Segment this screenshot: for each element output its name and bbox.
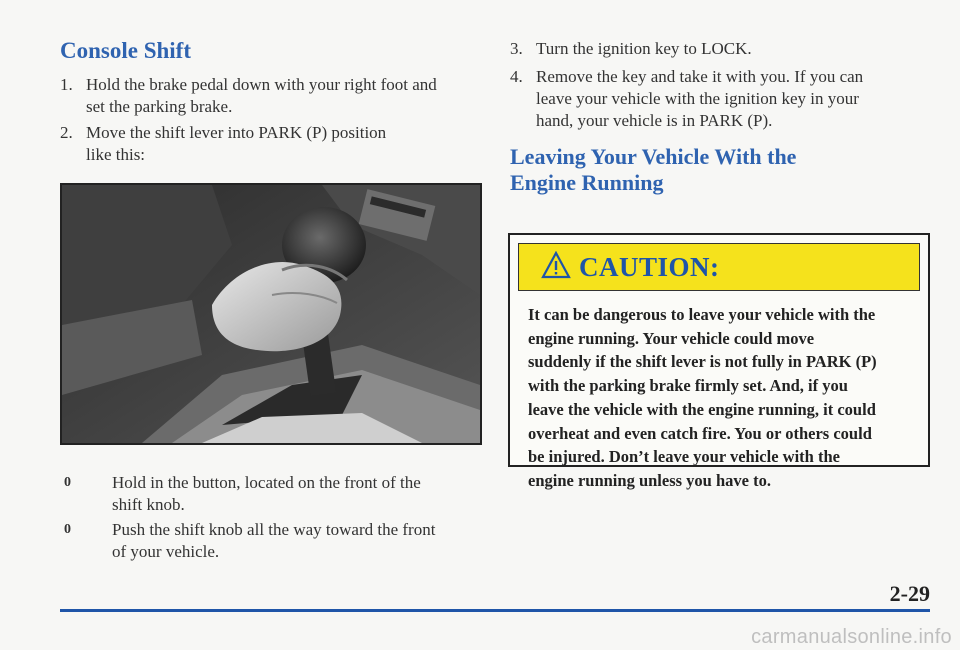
caution-line: engine running. Your vehicle could move: [528, 328, 815, 348]
page-number: 2-29: [889, 581, 930, 606]
caution-header: [518, 243, 920, 291]
warning-triangle-icon: [541, 251, 571, 279]
bullet-2: [64, 519, 484, 563]
caution-box: [508, 233, 930, 490]
bullet-line: shift knob.: [112, 495, 185, 514]
bullet-symbol: 0: [64, 475, 71, 490]
caution-line: suddenly if the shift lever is not fully in PARK (P): [528, 352, 877, 372]
caution-line: overheat and even catch fire. You or others could: [528, 423, 872, 443]
bullet-line: Push the shift knob all the way toward the front: [112, 520, 436, 539]
step-number: 3.: [510, 39, 523, 58]
bullet-1: [64, 472, 484, 516]
step-line: set the parking brake.: [86, 97, 233, 116]
section-heading-leaving-vehicle: [510, 144, 796, 196]
heading-line: Engine Running: [510, 170, 664, 195]
caution-line: with the parking brake firmly set. And, if you: [528, 376, 848, 396]
step-line: hand, your vehicle is in PARK (P).: [536, 111, 773, 130]
caution-title: CAUTION:: [579, 252, 720, 282]
step-line: like this:: [86, 145, 146, 164]
section-heading-console-shift: Console Shift: [60, 38, 191, 63]
caution-text: [528, 303, 920, 493]
footer-rule: [60, 609, 930, 612]
bullet-line: of your vehicle.: [112, 542, 220, 561]
step-line: leave your vehicle with the ignition key in your: [536, 89, 859, 108]
step-1: [60, 74, 480, 118]
bullet-line: Hold in the button, located on the front of the: [112, 473, 421, 492]
bullet-symbol: 0: [64, 522, 71, 537]
step-number: 1.: [60, 75, 73, 94]
step-3: [510, 38, 930, 60]
step-line: Turn the ignition key to LOCK.: [536, 39, 752, 58]
step-line: Remove the key and take it with you. If you can: [536, 67, 864, 86]
caution-line: leave the vehicle with the engine running, it could: [528, 399, 876, 419]
step-line: Hold the brake pedal down with your right foot and: [86, 75, 437, 94]
caution-line: be injured. Don’t leave your vehicle with the: [528, 447, 840, 467]
step-number: 4.: [510, 67, 523, 86]
step-4: [510, 66, 930, 132]
step-2: [60, 122, 480, 166]
watermark: carmanualsonline.info: [751, 626, 952, 648]
caution-line: engine running unless you have to.: [528, 470, 771, 490]
step-line: Move the shift lever into PARK (P) position: [86, 123, 387, 142]
heading-line: Leaving Your Vehicle With the: [510, 144, 797, 169]
shift-lever-photo: [60, 183, 482, 445]
step-number: 2.: [60, 123, 73, 142]
caution-line: It can be dangerous to leave your vehicle with the: [528, 305, 876, 324]
